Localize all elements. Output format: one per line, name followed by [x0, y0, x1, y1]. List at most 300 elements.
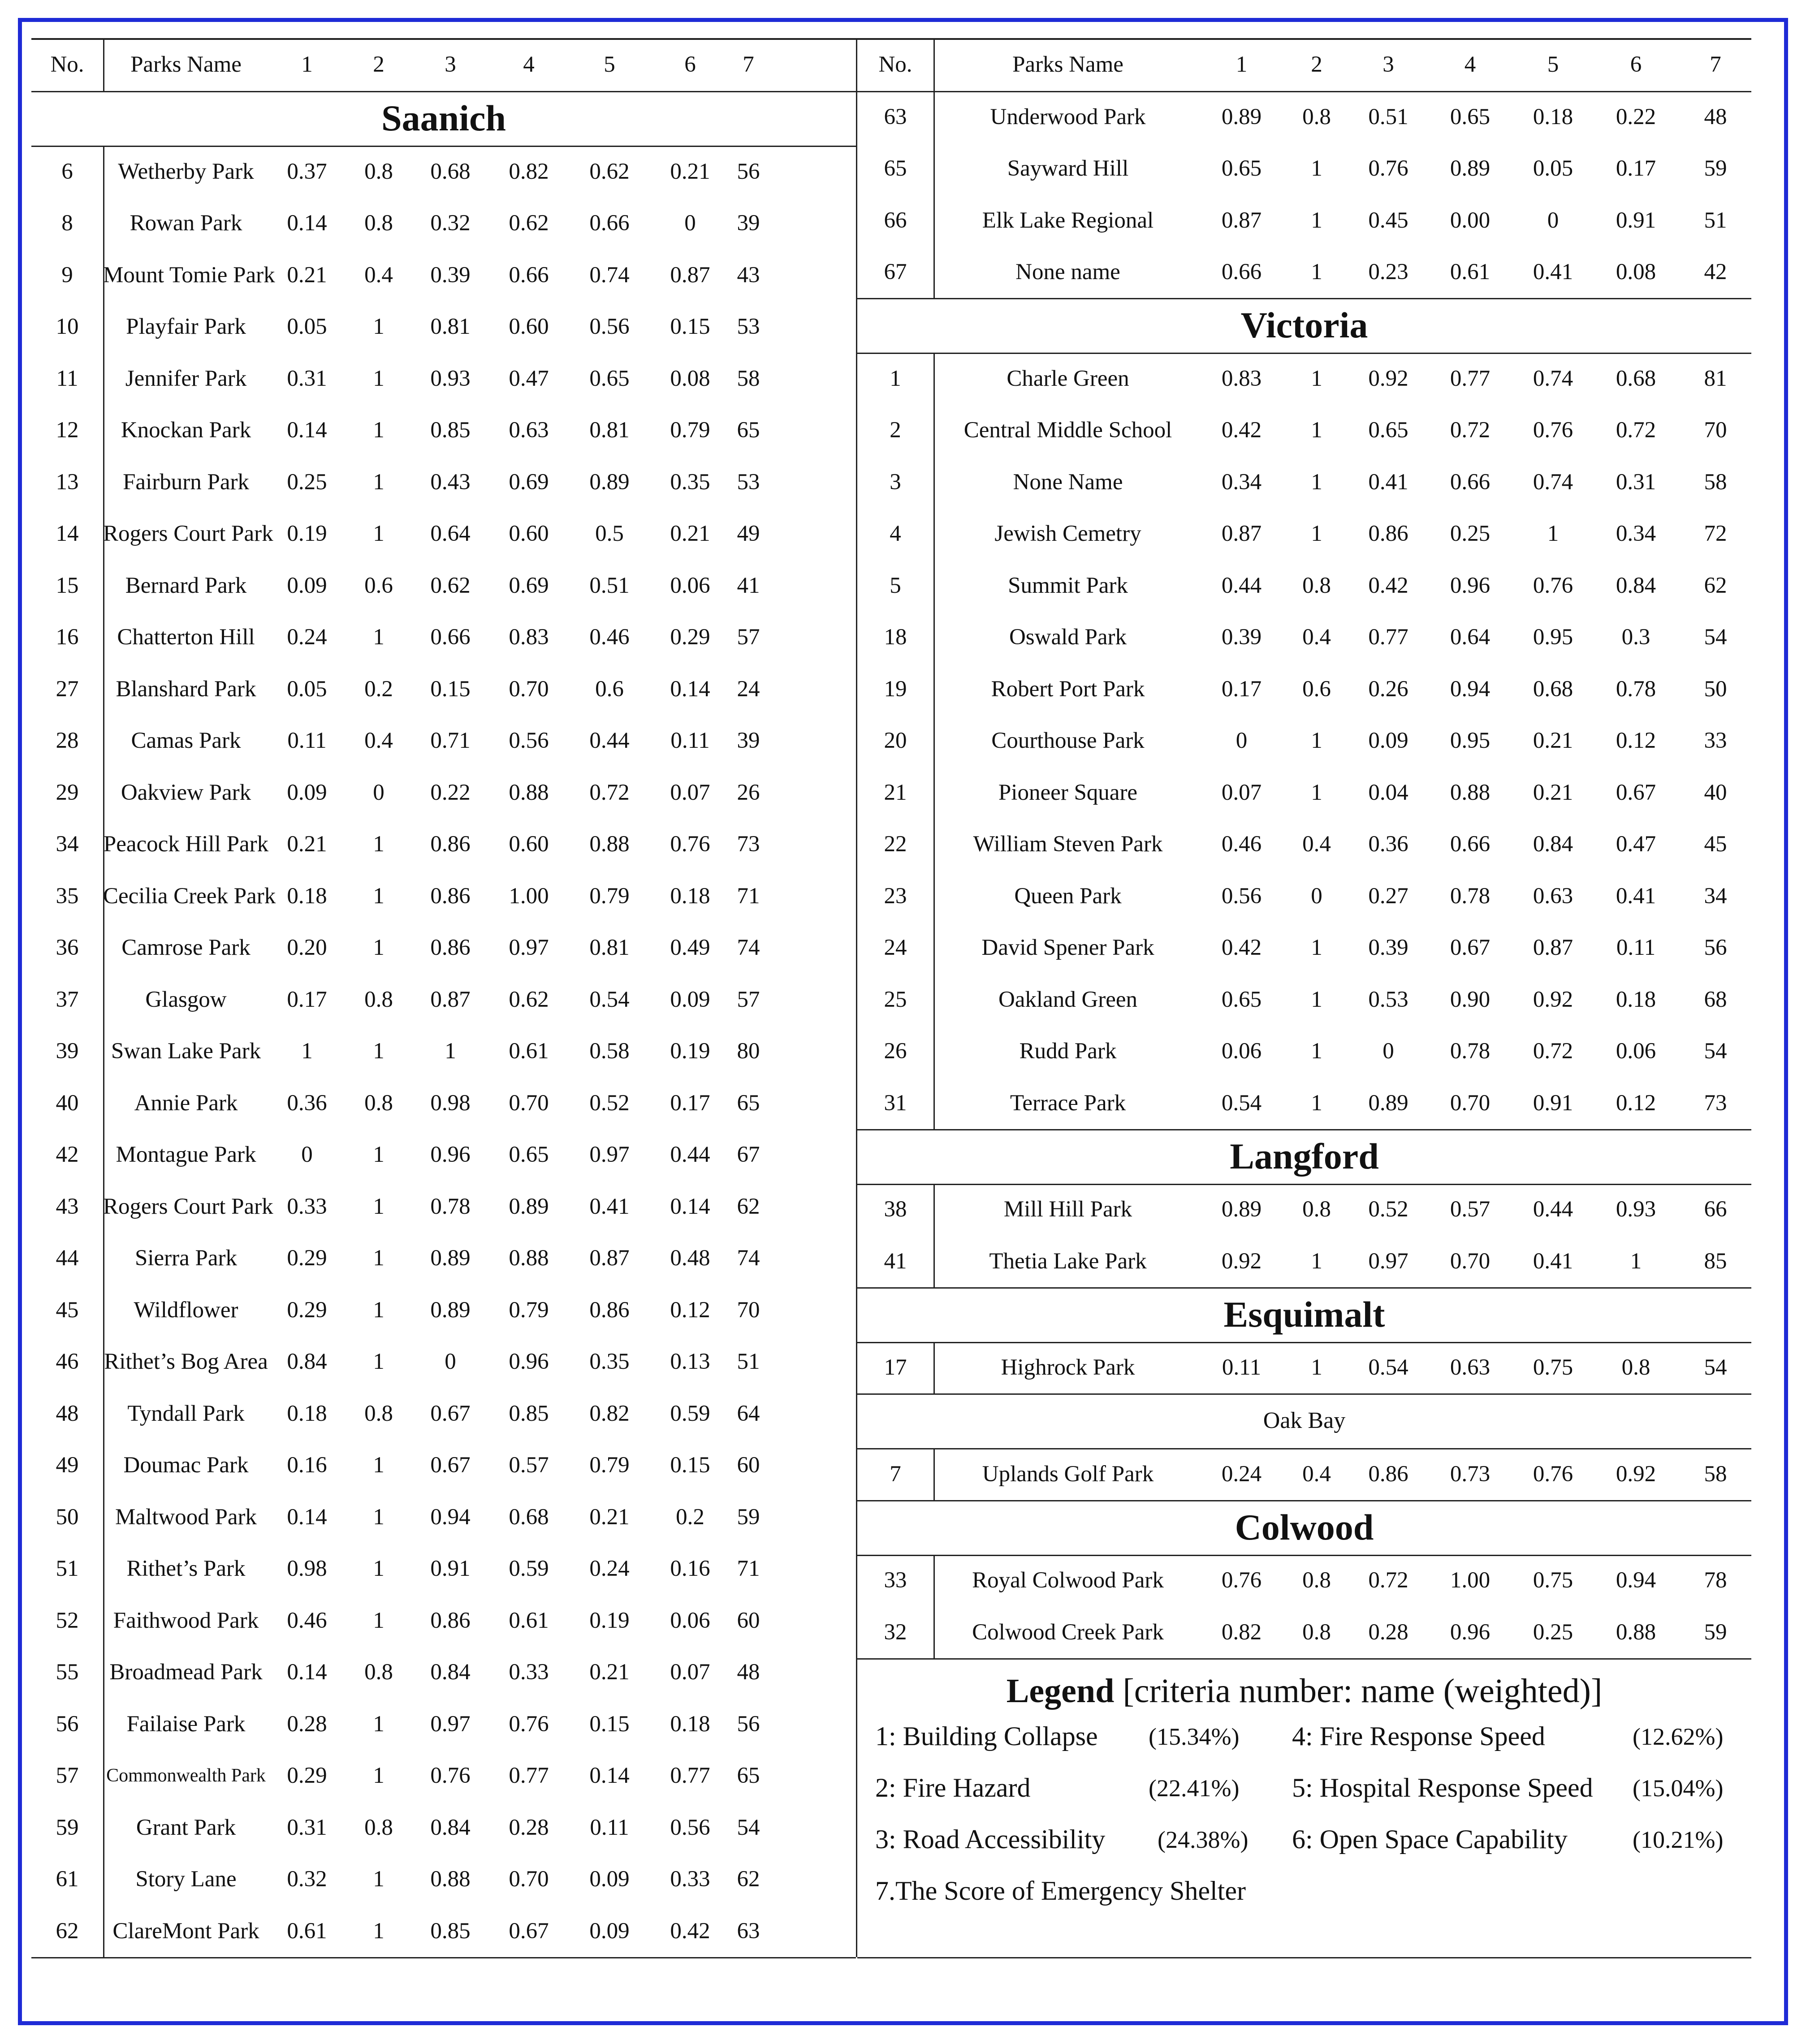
table-cell-8: 54: [1704, 1355, 1727, 1380]
table-cell-4: 0.39: [1368, 935, 1409, 961]
table-cell-8: 58: [1704, 469, 1727, 495]
table-cell-6: 0.21: [589, 1504, 630, 1530]
table-cell-5: 0.47: [509, 366, 549, 391]
column-separator: [933, 1184, 935, 1287]
table-cell-1: Rowan Park: [130, 211, 242, 236]
table-cell-0: 33: [884, 1568, 907, 1593]
table-cell-5: 0.77: [509, 1763, 549, 1789]
table-cell-6: 0.75: [1533, 1568, 1573, 1593]
table-cell-5: 0.88: [1450, 780, 1491, 805]
table-cell-6: 0.82: [589, 1401, 630, 1426]
table-cell-3: 1: [373, 1194, 385, 1219]
table-cell-4: 0.23: [1368, 259, 1409, 285]
table-cell-3: 1: [373, 883, 385, 909]
table-cell-4: 0.86: [1368, 521, 1409, 547]
table-cell-8: 54: [1704, 625, 1727, 650]
table-cell-2: 0.17: [1221, 676, 1262, 702]
table-cell-7: 0.3: [1621, 625, 1650, 650]
legend-item-weight: (10.21%): [1633, 1826, 1724, 1853]
table-cell-5: 0.96: [1450, 1619, 1491, 1645]
table-row: [31, 198, 856, 250]
legend-title-rest: [criteria number: name (weighted)]: [1114, 1672, 1603, 1710]
table-cell-1: None name: [1015, 259, 1120, 285]
table-cell-2: 0.25: [287, 469, 327, 495]
table-cell-5: 0.67: [509, 1918, 549, 1944]
table-cell-2: 0.24: [287, 625, 327, 650]
table-cell-8: 71: [737, 883, 760, 909]
table-cell-0: 55: [56, 1660, 79, 1685]
table-cell-1: Summit Park: [1008, 573, 1128, 598]
table-row: [31, 1077, 856, 1129]
table-row: [31, 1026, 856, 1078]
table-cell-6: 0.88: [589, 832, 630, 857]
legend-item-label: 3: Road Accessibility: [875, 1824, 1106, 1854]
table-cell-6: 0.51: [589, 573, 630, 598]
table-cell-2: 0.31: [287, 366, 327, 391]
table-cell-5: 0.00: [1450, 207, 1491, 233]
table-cell-8: 51: [737, 1349, 760, 1375]
table-cell-8: 80: [737, 1039, 760, 1064]
table-cell-0: 18: [884, 625, 907, 650]
table-cell-2: 0.17: [287, 987, 327, 1012]
table-cell-2: 0.76: [1221, 1568, 1262, 1593]
table-cell-2: 0.34: [1221, 469, 1262, 495]
table-row: [31, 405, 856, 457]
table-cell-5: 0.73: [1450, 1461, 1491, 1487]
table-cell-8: 42: [1704, 259, 1727, 285]
table-cell-0: 65: [884, 156, 907, 181]
header-cell-2: 1: [301, 52, 313, 77]
table-cell-1: None Name: [1013, 469, 1123, 495]
table-cell-1: Rithet’s Park: [126, 1556, 246, 1582]
table-cell-3: 1: [373, 1763, 385, 1789]
table-cell-5: 0.68: [509, 1504, 549, 1530]
table-cell-0: 40: [56, 1090, 79, 1116]
legend-item-label: 6: Open Space Capability: [1292, 1824, 1568, 1854]
table-cell-8: 78: [1704, 1568, 1727, 1593]
table-row: [857, 663, 1751, 715]
table-cell-6: 0.74: [1533, 366, 1573, 391]
table-row: [857, 1235, 1751, 1287]
table-cell-4: 0.93: [430, 366, 471, 391]
table-cell-7: 0.42: [670, 1918, 710, 1944]
column-separator: [933, 1555, 935, 1658]
table-cell-0: 5: [890, 573, 901, 598]
table-cell-3: 0.8: [364, 1815, 393, 1840]
table-row: [31, 1388, 856, 1440]
table-cell-6: 0.21: [1533, 728, 1573, 754]
table-cell-6: 1: [1547, 521, 1559, 547]
table-cell-0: 49: [56, 1453, 79, 1478]
table-cell-4: 0.41: [1368, 469, 1409, 495]
table-cell-6: 0.74: [589, 262, 630, 288]
table-cell-3: 0.8: [364, 987, 393, 1012]
table-cell-6: 0.74: [1533, 469, 1573, 495]
table-row: [857, 508, 1751, 560]
column-separator: [933, 1342, 935, 1394]
table-cell-3: 0.4: [1302, 1461, 1331, 1487]
table-row: [31, 819, 856, 871]
table-cell-3: 1: [1311, 935, 1322, 961]
table-cell-7: 0.29: [670, 625, 710, 650]
table-cell-5: 0.28: [509, 1815, 549, 1840]
table-cell-5: 0.65: [1450, 104, 1491, 129]
table-cell-5: 0.70: [1450, 1090, 1491, 1116]
table-cell-2: 0.21: [287, 262, 327, 288]
table-cell-5: 0.83: [509, 625, 549, 650]
table-cell-0: 20: [884, 728, 907, 754]
table-cell-0: 1: [890, 366, 901, 391]
table-cell-6: 0.79: [589, 883, 630, 909]
table-cell-6: 0.65: [589, 366, 630, 391]
table-cell-7: 0.59: [670, 1401, 710, 1426]
table-cell-1: Rogers Court Park: [103, 521, 273, 547]
table-cell-0: 13: [56, 469, 79, 495]
table-cell-8: 51: [1704, 207, 1727, 233]
table-cell-7: 0.12: [1616, 728, 1656, 754]
legend-item-weight: (15.34%): [1149, 1723, 1240, 1750]
table-row: [31, 715, 856, 767]
table-cell-8: 72: [1704, 521, 1727, 547]
table-cell-2: 0: [301, 1142, 313, 1168]
table-cell-1: Camas Park: [131, 728, 241, 754]
table-cell-1: William Steven Park: [973, 832, 1163, 857]
table-cell-3: 1: [373, 314, 385, 340]
column-separator: [103, 38, 104, 91]
table-row: [31, 612, 856, 664]
table-cell-5: 1.00: [509, 883, 549, 909]
table-row: [31, 146, 856, 198]
table-cell-6: 0.14: [589, 1763, 630, 1789]
table-cell-7: 0.35: [670, 469, 710, 495]
table-cell-1: Robert Port Park: [991, 676, 1145, 702]
table-cell-2: 0.92: [1221, 1248, 1262, 1274]
table-cell-6: 0.76: [1533, 573, 1573, 598]
table-cell-8: 65: [737, 418, 760, 443]
table-cell-8: 66: [1704, 1197, 1727, 1222]
legend-item-label: 5: Hospital Response Speed: [1292, 1772, 1593, 1803]
table-cell-4: 0.78: [430, 1194, 471, 1219]
table-cell-2: 0.89: [1221, 104, 1262, 129]
table-cell-8: 56: [737, 159, 760, 184]
table-cell-5: 0.66: [1450, 832, 1491, 857]
table-cell-8: 43: [737, 262, 760, 288]
table-cell-4: 0.26: [1368, 676, 1409, 702]
table-cell-3: 1: [373, 1297, 385, 1323]
table-cell-8: 67: [737, 1142, 760, 1168]
table-cell-3: 1: [1311, 1090, 1322, 1116]
table-cell-0: 56: [56, 1711, 79, 1737]
table-cell-1: Central Middle School: [963, 418, 1172, 443]
header-cell-0: No.: [50, 52, 84, 77]
table-cell-6: 0.11: [590, 1815, 629, 1840]
table-cell-0: 15: [56, 573, 79, 598]
table-cell-1: Terrace Park: [1010, 1090, 1126, 1116]
table-cell-2: 0.11: [287, 728, 327, 754]
table-cell-3: 1: [373, 1453, 385, 1478]
table-cell-0: 36: [56, 935, 79, 961]
table-cell-5: 0.57: [1450, 1197, 1491, 1222]
table-cell-0: 44: [56, 1246, 79, 1271]
table-cell-3: 0.6: [1302, 676, 1331, 702]
group-end-rule: [857, 1658, 1751, 1660]
table-row: [31, 301, 856, 353]
table-cell-3: 0: [1311, 883, 1322, 909]
table-cell-3: 1: [373, 935, 385, 961]
table-cell-1: Charle Green: [1007, 366, 1129, 391]
table-cell-2: 0.54: [1221, 1090, 1262, 1116]
table-cell-4: 0.42: [1368, 573, 1409, 598]
table-row: [857, 819, 1751, 871]
table-cell-3: 0.2: [364, 676, 393, 702]
table-cell-7: 0.12: [670, 1297, 710, 1323]
table-cell-0: 46: [56, 1349, 79, 1375]
table-cell-3: 0.4: [364, 728, 393, 754]
table-cell-7: 0.08: [1616, 259, 1656, 285]
table-cell-1: Royal Colwood Park: [972, 1568, 1164, 1593]
table-cell-7: 0.67: [1616, 780, 1656, 805]
table-cell-0: 50: [56, 1504, 79, 1530]
table-cell-0: 28: [56, 728, 79, 754]
table-cell-7: 0.07: [670, 780, 710, 805]
table-cell-6: 0.76: [1533, 1461, 1573, 1487]
table-cell-7: 0.68: [1616, 366, 1656, 391]
table-cell-6: 0.19: [589, 1608, 630, 1633]
table-cell-8: 53: [737, 469, 760, 495]
table-cell-3: 1: [373, 1504, 385, 1530]
table-cell-2: 1: [301, 1039, 313, 1064]
table-cell-6: 0.24: [589, 1556, 630, 1582]
table-cell-7: 0.18: [1616, 987, 1656, 1012]
table-cell-8: 73: [737, 832, 760, 857]
table-cell-6: 0.79: [589, 1453, 630, 1478]
table-cell-4: 1: [445, 1039, 456, 1064]
table-cell-0: 24: [884, 935, 907, 961]
header-cell-3: 2: [373, 52, 385, 77]
table-cell-5: 0.66: [1450, 469, 1491, 495]
table-cell-4: 0.86: [430, 1608, 471, 1633]
table-cell-4: 0.86: [430, 883, 471, 909]
table-cell-3: 1: [373, 1711, 385, 1737]
table-cell-8: 57: [737, 625, 760, 650]
table-cell-2: 0.20: [287, 935, 327, 961]
table-row: [31, 1905, 856, 1957]
table-cell-5: 0.70: [509, 676, 549, 702]
table-cell-2: 0.07: [1221, 780, 1262, 805]
table-cell-5: 0.95: [1450, 728, 1491, 754]
table-cell-4: 0.97: [1368, 1248, 1409, 1274]
table-cell-4: 0.62: [430, 573, 471, 598]
right-table-panel: [856, 38, 1751, 1957]
table-cell-7: 0.06: [1616, 1039, 1656, 1064]
table-cell-8: 34: [1704, 883, 1727, 909]
table-cell-1: ClareMont Park: [112, 1918, 259, 1944]
table-cell-4: 0.76: [430, 1763, 471, 1789]
table-row: [31, 870, 856, 922]
table-cell-0: 63: [884, 104, 907, 129]
table-cell-0: 43: [56, 1194, 79, 1219]
table-cell-6: 0.05: [1533, 156, 1573, 181]
table-cell-0: 45: [56, 1297, 79, 1323]
table-row: [857, 456, 1751, 508]
table-cell-4: 0.71: [430, 728, 471, 754]
table-cell-1: Colwood Creek Park: [972, 1619, 1164, 1645]
header-cell-7: 6: [684, 52, 696, 77]
table-cell-6: 0.09: [589, 1867, 630, 1892]
table-cell-5: 0.70: [509, 1867, 549, 1892]
table-cell-6: 0.84: [1533, 832, 1573, 857]
table-cell-2: 0.42: [1221, 935, 1262, 961]
table-cell-3: 1: [373, 469, 385, 495]
table-cell-7: 0.49: [670, 935, 710, 961]
table-cell-6: 0.76: [1533, 418, 1573, 443]
table-cell-8: 70: [1704, 418, 1727, 443]
table-cell-2: 0.29: [287, 1246, 327, 1271]
table-cell-0: 22: [884, 832, 907, 857]
table-cell-3: 1: [373, 1039, 385, 1064]
legend-item-weight: (22.41%): [1149, 1774, 1240, 1802]
table-cell-6: 0.91: [1533, 1090, 1573, 1116]
table-cell-8: 74: [737, 1246, 760, 1271]
table-cell-7: 0.07: [670, 1660, 710, 1685]
legend-item-weight: (12.62%): [1633, 1723, 1724, 1750]
table-cell-7: 0.88: [1616, 1619, 1656, 1645]
table-cell-0: 2: [890, 418, 901, 443]
table-cell-8: 56: [1704, 935, 1727, 961]
table-cell-3: 1: [1311, 259, 1322, 285]
table-row: [857, 246, 1751, 298]
table-cell-1: Rithet’s Bog Area: [104, 1349, 268, 1375]
table-cell-8: 54: [737, 1815, 760, 1840]
table-cell-1: Mount Tomie Park: [103, 262, 275, 288]
legend-item-label: 4: Fire Response Speed: [1292, 1721, 1545, 1751]
table-cell-5: 0.72: [1450, 418, 1491, 443]
table-cell-7: 0.14: [670, 676, 710, 702]
table-row: [857, 1026, 1751, 1078]
table-cell-7: 0.06: [670, 573, 710, 598]
table-row: [857, 194, 1751, 246]
table-cell-6: 0.41: [1533, 1248, 1573, 1274]
table-cell-3: 1: [1311, 469, 1322, 495]
table-row: [857, 612, 1751, 664]
table-cell-5: 0.85: [509, 1401, 549, 1426]
table-cell-2: 0.14: [287, 211, 327, 236]
table-cell-4: 0.39: [430, 262, 471, 288]
table-cell-5: 0.62: [509, 987, 549, 1012]
table-cell-4: 0.85: [430, 418, 471, 443]
table-cell-7: 0.93: [1616, 1197, 1656, 1222]
table-row: [31, 1802, 856, 1854]
table-cell-0: 37: [56, 987, 79, 1012]
table-cell-4: 0.87: [430, 987, 471, 1012]
table-cell-6: 0.56: [589, 314, 630, 340]
legend-item-label: 2: Fire Hazard: [875, 1772, 1031, 1803]
table-cell-0: 17: [884, 1355, 907, 1380]
table-row: [31, 353, 856, 405]
table-cell-2: 0.87: [1221, 521, 1262, 547]
table-row: [857, 1077, 1751, 1129]
table-cell-6: 0.87: [1533, 935, 1573, 961]
table-cell-3: 0.8: [364, 159, 393, 184]
table-cell-5: 0.65: [509, 1142, 549, 1168]
table-row: [857, 405, 1751, 457]
table-cell-3: 0.8: [1302, 1619, 1331, 1645]
table-cell-4: 0.84: [430, 1815, 471, 1840]
table-cell-6: 0.44: [589, 728, 630, 754]
table-cell-8: 63: [737, 1918, 760, 1944]
header-cell-0: No.: [878, 52, 912, 77]
table-row: [857, 767, 1751, 819]
table-cell-4: 0.84: [430, 1660, 471, 1685]
table-cell-5: 0.25: [1450, 521, 1491, 547]
table-cell-0: 8: [61, 211, 73, 236]
header-cell-7: 6: [1630, 52, 1642, 77]
table-cell-4: 0.67: [430, 1453, 471, 1478]
table-cell-1: Story Lane: [135, 1867, 237, 1892]
table-row: [31, 1491, 856, 1543]
table-cell-2: 0.82: [1221, 1619, 1262, 1645]
table-row: [31, 1698, 856, 1750]
legend-title: [857, 1672, 1751, 1711]
table-cell-1: Oswald Park: [1009, 625, 1127, 650]
table-cell-2: 0.24: [1221, 1461, 1262, 1487]
table-cell-7: 0.15: [670, 314, 710, 340]
table-cell-8: 65: [737, 1763, 760, 1789]
table-cell-3: 1: [373, 1142, 385, 1168]
table-cell-2: 0.61: [287, 1918, 327, 1944]
table-cell-7: 0.12: [1616, 1090, 1656, 1116]
table-cell-2: 0.19: [287, 521, 327, 547]
table-cell-2: 0.83: [1221, 366, 1262, 391]
table-cell-8: 74: [737, 935, 760, 961]
table-cell-2: 0.37: [287, 159, 327, 184]
table-cell-4: 0.89: [430, 1246, 471, 1271]
table-cell-1: Oakview Park: [121, 780, 251, 805]
table-cell-7: 0.79: [670, 418, 710, 443]
table-cell-5: 0.62: [509, 211, 549, 236]
table-cell-7: 0.84: [1616, 573, 1656, 598]
table-cell-3: 1: [373, 625, 385, 650]
table-cell-2: 0.98: [287, 1556, 327, 1582]
table-cell-1: Camrose Park: [121, 935, 251, 961]
table-cell-1: Oakland Green: [998, 987, 1138, 1012]
header-cell-3: 2: [1311, 52, 1322, 77]
table-cell-0: 61: [56, 1867, 79, 1892]
table-cell-0: 6: [61, 159, 73, 184]
table-row: [31, 1854, 856, 1906]
table-cell-5: 0.67: [1450, 935, 1491, 961]
table-cell-1: Chatterton Hill: [117, 625, 255, 650]
table-cell-5: 0.61: [509, 1608, 549, 1633]
table-cell-7: 0.18: [670, 883, 710, 909]
table-cell-4: 0.96: [430, 1142, 471, 1168]
table-cell-2: 0.66: [1221, 259, 1262, 285]
table-cell-4: 0.94: [430, 1504, 471, 1530]
table-row: [31, 1543, 856, 1595]
table-cell-3: 1: [373, 366, 385, 391]
table-cell-0: 11: [56, 366, 78, 391]
table-cell-4: 0.89: [430, 1297, 471, 1323]
table-cell-4: 0.92: [1368, 366, 1409, 391]
table-cell-4: 0.66: [430, 625, 471, 650]
table-cell-4: 0.53: [1368, 987, 1409, 1012]
table-cell-6: 0.41: [1533, 259, 1573, 285]
table-cell-8: 54: [1704, 1039, 1727, 1064]
column-separator: [103, 146, 104, 1957]
table-cell-4: 0.77: [1368, 625, 1409, 650]
table-cell-7: 0.17: [1616, 156, 1656, 181]
table-cell-4: 0.45: [1368, 207, 1409, 233]
